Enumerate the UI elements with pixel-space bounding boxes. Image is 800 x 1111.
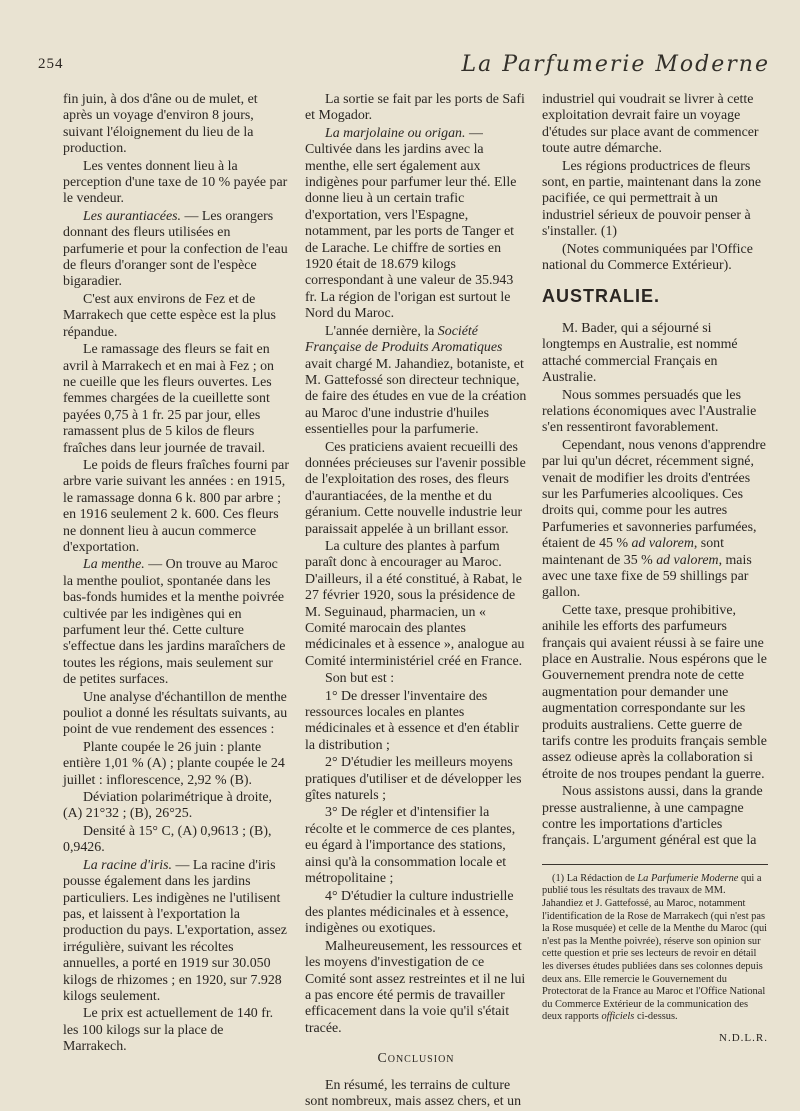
paragraph: Malheureusement, les ressources et les moyens d'investigation de ce Comité sont assez restreintes et il ne lui a pas encore été permis de travailler efficacement dans la voie qu'il s'était tracée. — [305, 938, 526, 1036]
conclusion-heading: Conclusion — [377, 1051, 455, 1067]
paragraph-lead: Les aurantiacées. — [83, 208, 181, 224]
paragraph-text: — La racine d'iris pousse également dans les jardins particuliers. Les indigènes ne l'utilisent pas, et laissent à l'exportation la production du pays. L'exportation, assez irrégulière, suivant les récoltes annuelles, a porté en 1919 sur 30.050 kilogs de rhizomes ; en 1920, sur 7.928 kilogs seulement. — [63, 857, 287, 1004]
paragraph-text: Cependant, nous venons d'apprendre par lui qu'un décret, récemment signé, venait de modifier les droits d'entrées sur les Parfumeries alcooliques. Ces droits qui, comme pour les autres Parfumeries et savonneries parfumées, étaient de 45 % — [542, 437, 766, 552]
paragraph: 1° De dresser l'inventaire des ressources locales en plantes médicinales et à essence et d'en établir la distribution ; — [305, 688, 519, 753]
column-3 — [542, 92, 768, 1045]
footnote-part: (1) La Rédaction de — [552, 872, 638, 884]
paragraph-lead: La menthe. — [83, 557, 145, 573]
latin-term: ad valorem — [631, 536, 694, 552]
paragraph-text: L'année dernière, la — [325, 323, 438, 339]
footnote — [542, 873, 768, 1045]
paragraph: 4° D'étudier la culture industrielle des plantes médicinales et à essence, indigènes ou exotiques. — [305, 888, 514, 937]
paragraph: 3° De régler et d'intensifier la récolte et le commerce de ces plantes, eu égard à l'importance des stations, ainsi qu'à la consommation locale et métropolitaine ; — [305, 805, 516, 887]
running-head: La Parfumerie Moderne — [461, 52, 770, 77]
company-name: Société Française de Produits Aromatiques — [305, 323, 503, 356]
paragraph: Le prix est actuellement de 140 fr. les 100 kilogs sur la place de Marrakech. — [63, 1006, 274, 1055]
paragraph-lead: La racine d'iris. — [83, 857, 173, 873]
paragraph — [63, 209, 289, 291]
paragraph: La culture des plantes à parfum paraît donc à encourager au Maroc. D'ailleurs, il a été constitué, à Rabat, le 27 février 1920, sous la présidence de M. Seguinaud, pharmacien, un « Comité marocain des plantes médicinales et à essence », analogue au Comité interministériel créé en France. — [305, 538, 525, 669]
paragraph: 2° D'étudier les meilleurs moyens pratiques d'utiliser et de développer les gîtes naturels ; — [305, 755, 522, 804]
paragraph: Plante coupée le 26 juin : plante entière 1,01 % (A) ; plante coupée le 24 juillet : inflorescence, 2,92 % (B). — [63, 739, 285, 788]
paragraph: fin juin, à dos d'âne ou de mulet, et après un voyage d'environ 8 jours, suivant l'éloignement du lieu de la production. — [63, 92, 258, 157]
paragraph: En résumé, les terrains de culture sont nombreux, mais assez chers, et un — [305, 1077, 522, 1109]
paragraph: La sortie se fait par les ports de Safi et Mogador. — [305, 92, 525, 124]
paragraph: Son but est : — [325, 671, 395, 687]
column-1 — [63, 92, 289, 1057]
column-2 — [305, 92, 527, 1111]
paragraph — [305, 324, 527, 439]
paragraph: industriel qui voudrait se livrer à cette exploitation devrait faire un voyage d'études sur place avant de commencer toute autre démarche. — [542, 92, 759, 157]
latin-term: ad valorem — [656, 552, 719, 568]
paragraph-text: — Les orangers donnant des fleurs utilisées en parfumerie et pour la confection de l'eau de fleurs d'oranger sont de l'espèce bigaradier. — [63, 208, 288, 290]
page-number: 254 — [38, 56, 64, 72]
paragraph: Nous assistons aussi, dans la grande presse australienne, à une campagne contre les importations d'articles français. L'argument général est que la — [542, 784, 763, 849]
journal-name: La Parfumerie Moderne — [637, 872, 739, 884]
footnote-part: qui a publié tous les résultats des travaux de MM. Jahandiez et J. Gattefossé, au Maroc, notamment l'identification de la Rose de Marrakech (qui n'est pas la Rose musquée) et celle de la Menthe du Maroc (qui n'est pas la Menthe poivrée), réserve son opinion sur cette question et prie ses lecteurs de revoir en détail les diverses études publiées dans ses colonnes depuis deux ans. Elle remercie le Gouvernement du Protectorat de la France au Maroc et l'Office National du Commerce Extérieur de la communication des deux rapports — [542, 872, 768, 1023]
paragraph-lead: La marjolaine ou origan. — [325, 125, 466, 141]
paragraph: Le ramassage des fleurs se fait en avril à Marrakech et en mai à Fez ; on ne cueille que les fleurs ouvertes. Les femmes chargées de la cueillette sont payées 0,75 à 1 fr. 25 par jour, elles ramassent plus de 5 kilos de fleurs fraîches dans leur journée de travail. — [63, 342, 274, 456]
paragraph-text: — Cultivée dans les jardins avec la menthe, elle sert également aux indigènes pour parfumer leur thé. Elle donne lieu à un certain trafic d'exportation, vers l'Espagne, notamment, par les ports de Tanger et de Larache. Le chiffre de sorties en 1920 était de 18.679 kilogs correspondant à une valeur de 35.943 fr. La région de l'origan est surtout le Nord du Maroc. — [305, 125, 517, 322]
footnote-divider — [542, 864, 768, 865]
paragraph: Nous sommes persuadés que les relations économiques avec l'Australie s'en ressentiront favorablement. — [542, 387, 757, 436]
footnote-signature: N.D.L.R. — [719, 1032, 768, 1044]
paragraph — [63, 557, 289, 688]
paragraph: Déviation polarimétrique à droite, (A) 21°32 ; (B), 26°25. — [63, 790, 273, 822]
paragraph: Une analyse d'échantillon de menthe pouliot a donné les résultats suivants, au point de vue rendement des essences : — [63, 689, 288, 738]
paragraph: M. Bader, qui a séjourné si longtemps en Australie, est nommé attaché commercial Français en Australie. — [542, 320, 738, 386]
paragraph-text: , mais avec une taxe fixe de 59 shillings par gallon. — [542, 552, 752, 601]
paragraph — [305, 126, 527, 323]
paragraph-text: , sont maintenant de 35 % — [542, 536, 724, 568]
paragraph — [63, 858, 289, 1006]
section-title: AUSTRALIE. — [542, 286, 660, 307]
footnote-part: officiels — [601, 1011, 635, 1023]
paragraph: Cette taxe, presque prohibitive, anihile les efforts des parfumeurs français qui avaient réussi à se faire une place en Australie. Nous espérons que le Gouvernement prendra note de cette augmentation pour demander une augmentation correspondante sur les produits australiens. Cette guerre de tarifs contre les produits français semble assez odieuse après la collaboration si étroite de nos troupes pendant la guerre. — [542, 602, 767, 782]
paragraph: C'est aux environs de Fez et de Marrakech que cette espèce est la plus répandue. — [63, 291, 276, 340]
paragraph: Densité à 15° C, (A) 0,9613 ; (B), 0,9426. — [63, 823, 272, 856]
paragraph-text: — On trouve au Maroc la menthe pouliot, spontanée dans les bas-fonds humides et la menthe poivrée cultivée par les indigènes qui en parfument leur thé. Cette culture s'effectue dans les jardins maraîchers de toutes les régions, mais seulement sur de petites surfaces. — [63, 557, 286, 688]
paragraph: Les régions productrices de fleurs sont, en partie, maintenant dans la zone pacifiée, ce qui permettrait à un industriel sérieux de pouvoir penser à s'installer. (1) — [542, 158, 762, 240]
footnote-part: ci-dessus. — [634, 1011, 678, 1023]
paragraph: Ces praticiens avaient recueilli des données précieuses sur l'avenir possible de l'exploitation des roses, des fleurs d'aurantiacées, de la menthe et du géranium. Cette nouvelle industrie leur paraissait appelée à un brillant essor. — [305, 439, 526, 537]
paragraph: Le poids de fleurs fraîches fourni par arbre varie suivant les années : en 1915, le ramassage donna 6 k. 800 par arbre ; en 1916 seulement 2 k. 600. Ces fleurs ne donnent lieu à aucun commerce d'exportation. — [63, 457, 289, 555]
paragraph: (Notes communiquées par l'Office national du Commerce Extérieur). — [542, 241, 753, 274]
footnote-text — [542, 873, 768, 1024]
paragraph-text: avait chargé M. Jahandiez, botaniste, et M. Gattefossé son directeur technique, de faire des études en vue de la création au Maroc d'une industrie d'huiles essentielles pour la parfumerie. — [305, 356, 527, 438]
paragraph: Les ventes donnent lieu à la perception d'une taxe de 10 % payée par le vendeur. — [63, 158, 288, 207]
paragraph — [542, 438, 768, 602]
